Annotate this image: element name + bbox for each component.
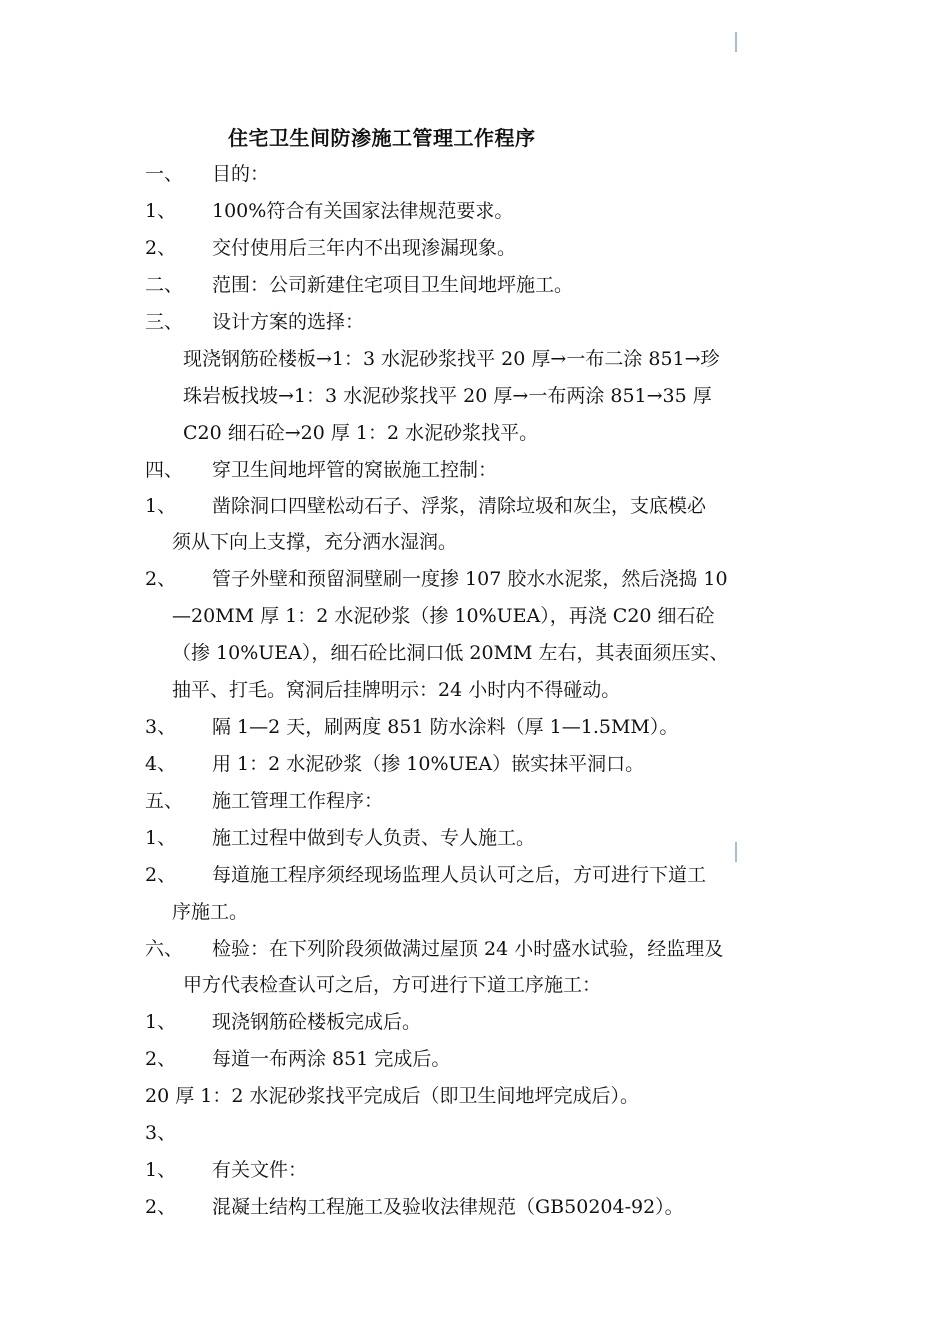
item-number: 1、 — [145, 827, 177, 849]
section-number: 五、 — [145, 790, 184, 812]
text-cursor-marker — [735, 32, 737, 52]
paragraph-text: 序施工。 — [172, 901, 249, 923]
section-heading: 穿卫生间地坪管的窝嵌施工控制： — [212, 459, 498, 481]
paragraph-text: 甲方代表检查认可之后，方可进行下道工序施工： — [183, 974, 602, 996]
item-text: 混凝土结构工程施工及验收法律规范（GB50204-92）。 — [212, 1196, 684, 1218]
item-text: 100%符合有关国家法律规范要求。 — [212, 200, 514, 222]
document-title: 住宅卫生间防渗施工管理工作程序 — [228, 126, 536, 150]
item-text: 每道一布两涂 851 完成后。 — [212, 1048, 451, 1070]
item-text: 交付使用后三年内不出现渗漏现象。 — [212, 237, 517, 259]
paragraph-text: C20 细石砼→20 厚 1：2 水泥砂浆找平。 — [183, 422, 539, 444]
item-text: 隔 1—2 天，刷两度 851 防水涂料（厚 1—1.5MM）。 — [212, 716, 679, 738]
item-number: 3、 — [145, 716, 177, 738]
paragraph-text: 珠岩板找坡→1：3 水泥砂浆找平 20 厚→一布两涂 851→35 厚 — [183, 385, 712, 407]
item-text: 施工过程中做到专人负责、专人施工。 — [212, 827, 536, 849]
item-number: 2、 — [145, 237, 177, 259]
section-heading: 目的： — [212, 163, 270, 185]
item-number: 1、 — [145, 200, 177, 222]
section-number: 三、 — [145, 311, 184, 333]
item-text: 用 1：2 水泥砂浆（掺 10%UEA）嵌实抹平洞口。 — [212, 753, 645, 775]
paragraph-text: 抽平、打毛。窝洞后挂牌明示：24 小时内不得碰动。 — [172, 679, 621, 701]
item-number: 2、 — [145, 864, 177, 886]
section-heading: 设计方案的选择： — [212, 311, 365, 333]
item-text: 凿除洞口四壁松动石子、浮浆，清除垃圾和灰尘，支底模必 — [212, 495, 707, 517]
item-number: 2、 — [145, 568, 177, 590]
item-number: 1、 — [145, 495, 177, 517]
section-heading: 施工管理工作程序： — [212, 790, 384, 812]
paragraph-text: 须从下向上支撑，充分洒水湿润。 — [172, 531, 458, 553]
paragraph-text: —20MM 厚 1：2 水泥砂浆（掺 10%UEA），再浇 C20 细石砼 — [172, 605, 715, 627]
item-number: 2、 — [145, 1196, 177, 1218]
paragraph-text: 3、 — [145, 1122, 177, 1144]
paragraph-text: 20 厚 1：2 水泥砂浆找平完成后（即卫生间地坪完成后）。 — [145, 1085, 639, 1107]
section-number: 一、 — [145, 163, 184, 185]
paragraph-text: 现浇钢筋砼楼板→1：3 水泥砂浆找平 20 厚→一布二涂 851→珍 — [183, 348, 720, 370]
item-number: 1、 — [145, 1011, 177, 1033]
section-heading: 范围：公司新建住宅项目卫生间地坪施工。 — [212, 274, 574, 296]
item-text: 管子外壁和预留洞壁刷一度掺 107 胶水水泥浆，然后浇捣 10 — [212, 568, 728, 590]
item-number: 1、 — [145, 1159, 177, 1181]
item-number: 4、 — [145, 753, 177, 775]
item-number: 2、 — [145, 1048, 177, 1070]
item-text: 有关文件： — [212, 1159, 308, 1181]
item-text: 每道施工程序须经现场监理人员认可之后，方可进行下道工 — [212, 864, 707, 886]
text-cursor-marker — [735, 842, 737, 862]
section-heading: 检验：在下列阶段须做满过屋顶 24 小时盛水试验，经监理及 — [212, 938, 724, 960]
paragraph-text: （掺 10%UEA），细石砼比洞口低 20MM 左右，其表面须压实、 — [172, 642, 729, 664]
item-text: 现浇钢筋砼楼板完成后。 — [212, 1011, 422, 1033]
section-number: 二、 — [145, 274, 184, 296]
section-number: 六、 — [145, 938, 184, 960]
section-number: 四、 — [145, 459, 184, 481]
